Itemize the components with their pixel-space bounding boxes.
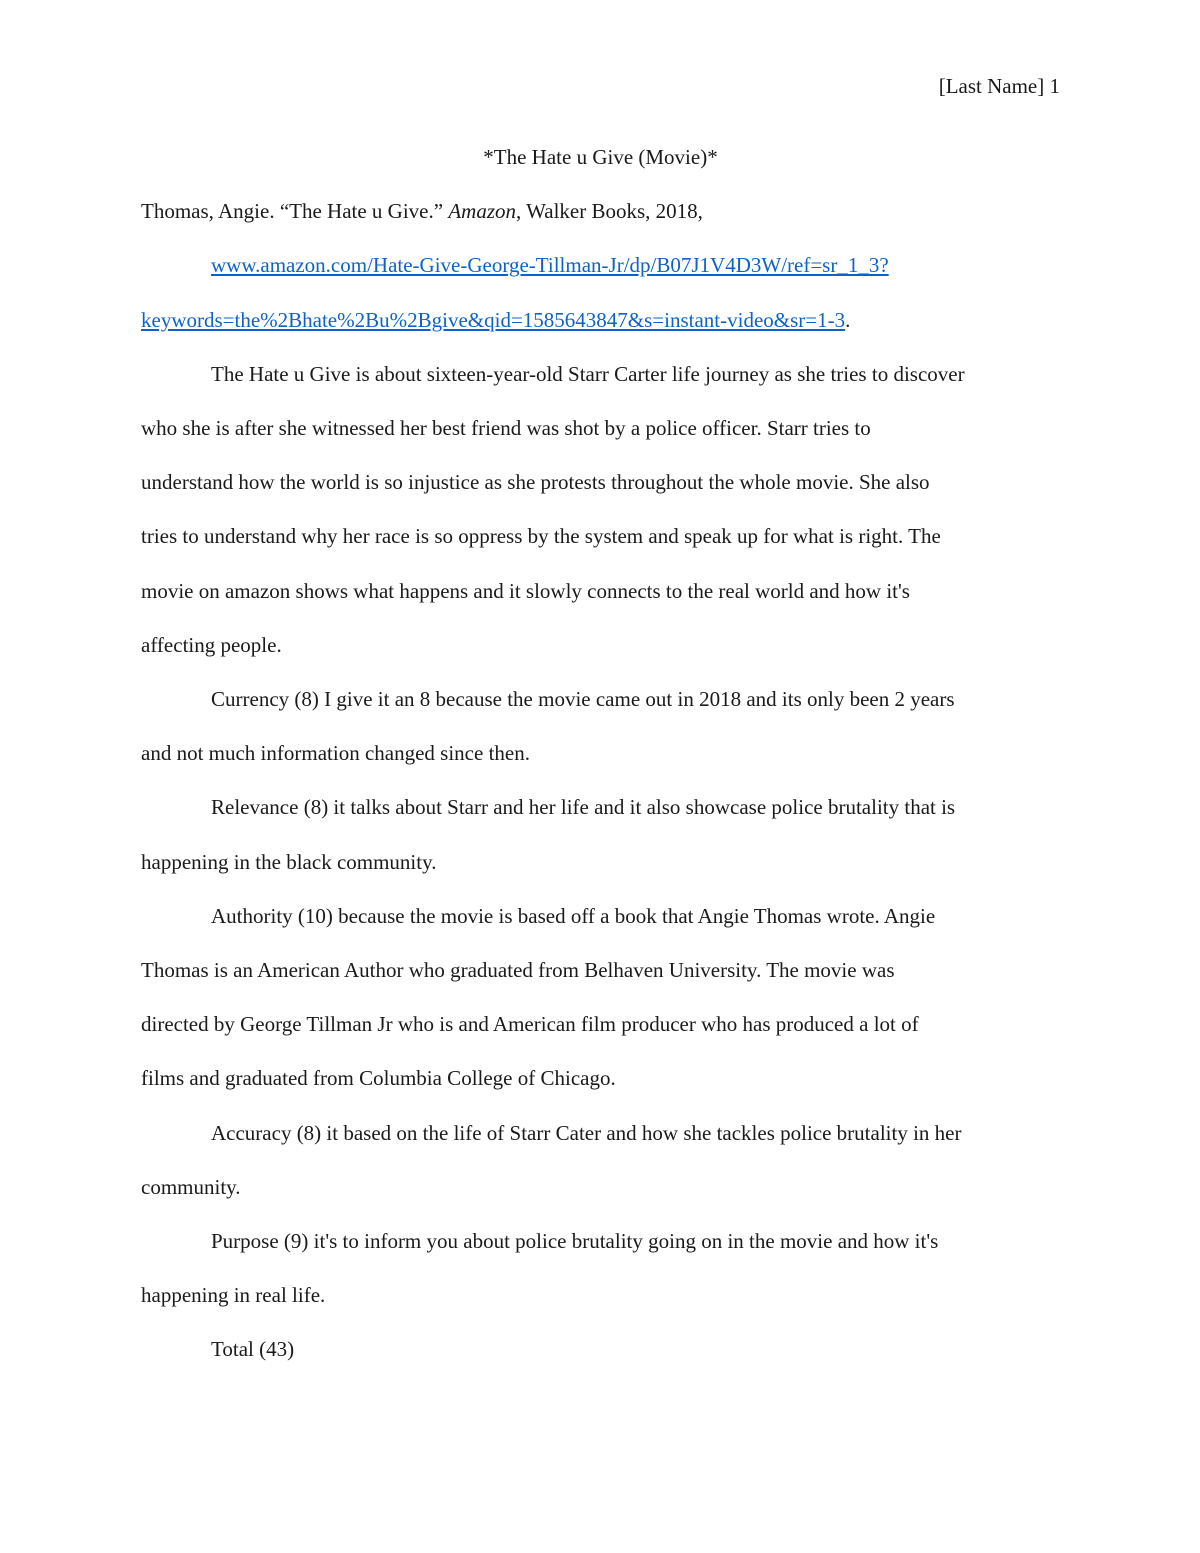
citation-container: Amazon xyxy=(448,199,516,224)
currency-line: Currency (8) I give it an 8 because the movie came out in 2018 and its only been 2 years xyxy=(211,687,955,712)
summary-line: movie on amazon shows what happens and it slowly connects to the real world and how it's xyxy=(141,578,910,603)
running-head: [Last Name] 1 xyxy=(938,74,1060,98)
relevance-line: Relevance (8) it talks about Starr and her life and it also showcase police brutality that is xyxy=(211,795,956,820)
summary-line: understand how the world is so injustice as she protests throughout the whole movie. She also xyxy=(141,470,930,495)
citation-url-part-2[interactable]: keywords=the%2Bhate%2Bu%2Bgive&qid=1585643847&s=instant-video&sr=1-3 xyxy=(141,307,846,332)
summary-line: affecting people. xyxy=(141,632,282,657)
authority-line: films and graduated from Columbia College of Chicago. xyxy=(141,1066,616,1091)
citation-line-1 xyxy=(141,184,1060,238)
summary-line: who she is after she witnessed her best friend was shot by a police officer. Starr tries to xyxy=(141,416,871,441)
citation-prefix: Thomas, Angie. “The Hate u Give.” xyxy=(141,199,449,224)
summary-line: The Hate u Give is about sixteen-year-old Starr Carter life journey as she tries to discover xyxy=(211,361,965,386)
accuracy-line: community. xyxy=(141,1174,241,1199)
authority-line: Thomas is an American Author who graduated from Belhaven University. The movie was xyxy=(141,958,895,983)
total-score: Total (43) xyxy=(211,1337,295,1362)
citation-end-punct: . xyxy=(845,307,851,332)
document-body xyxy=(141,130,1060,1377)
purpose-line: happening in real life. xyxy=(141,1283,326,1308)
purpose-line: Purpose (9) it's to inform you about police brutality going on in the movie and how it's xyxy=(211,1229,939,1254)
citation-url-part-1[interactable]: www.amazon.com/Hate-Give-George-Tillman-Jr/dp/B07J1V4D3W/ref=sr_1_3? xyxy=(211,253,889,278)
summary-line: tries to understand why her race is so oppress by the system and speak up for what is right. The xyxy=(141,524,941,549)
citation-suffix: , Walker Books, 2018, xyxy=(516,199,703,224)
citation-line-3 xyxy=(141,293,1060,347)
citation-line-2 xyxy=(141,238,1060,292)
authority-line: Authority (10) because the movie is based off a book that Angie Thomas wrote. Angie xyxy=(211,903,936,928)
currency-line: and not much information changed since then. xyxy=(141,741,530,766)
accuracy-line: Accuracy (8) it based on the life of Starr Cater and how she tackles police brutality in her xyxy=(211,1120,962,1145)
authority-line: directed by George Tillman Jr who is and American film producer who has produced a lot of xyxy=(141,1012,919,1037)
document-title: *The Hate u Give (Movie)* xyxy=(483,145,718,169)
relevance-line: happening in the black community. xyxy=(141,849,437,874)
